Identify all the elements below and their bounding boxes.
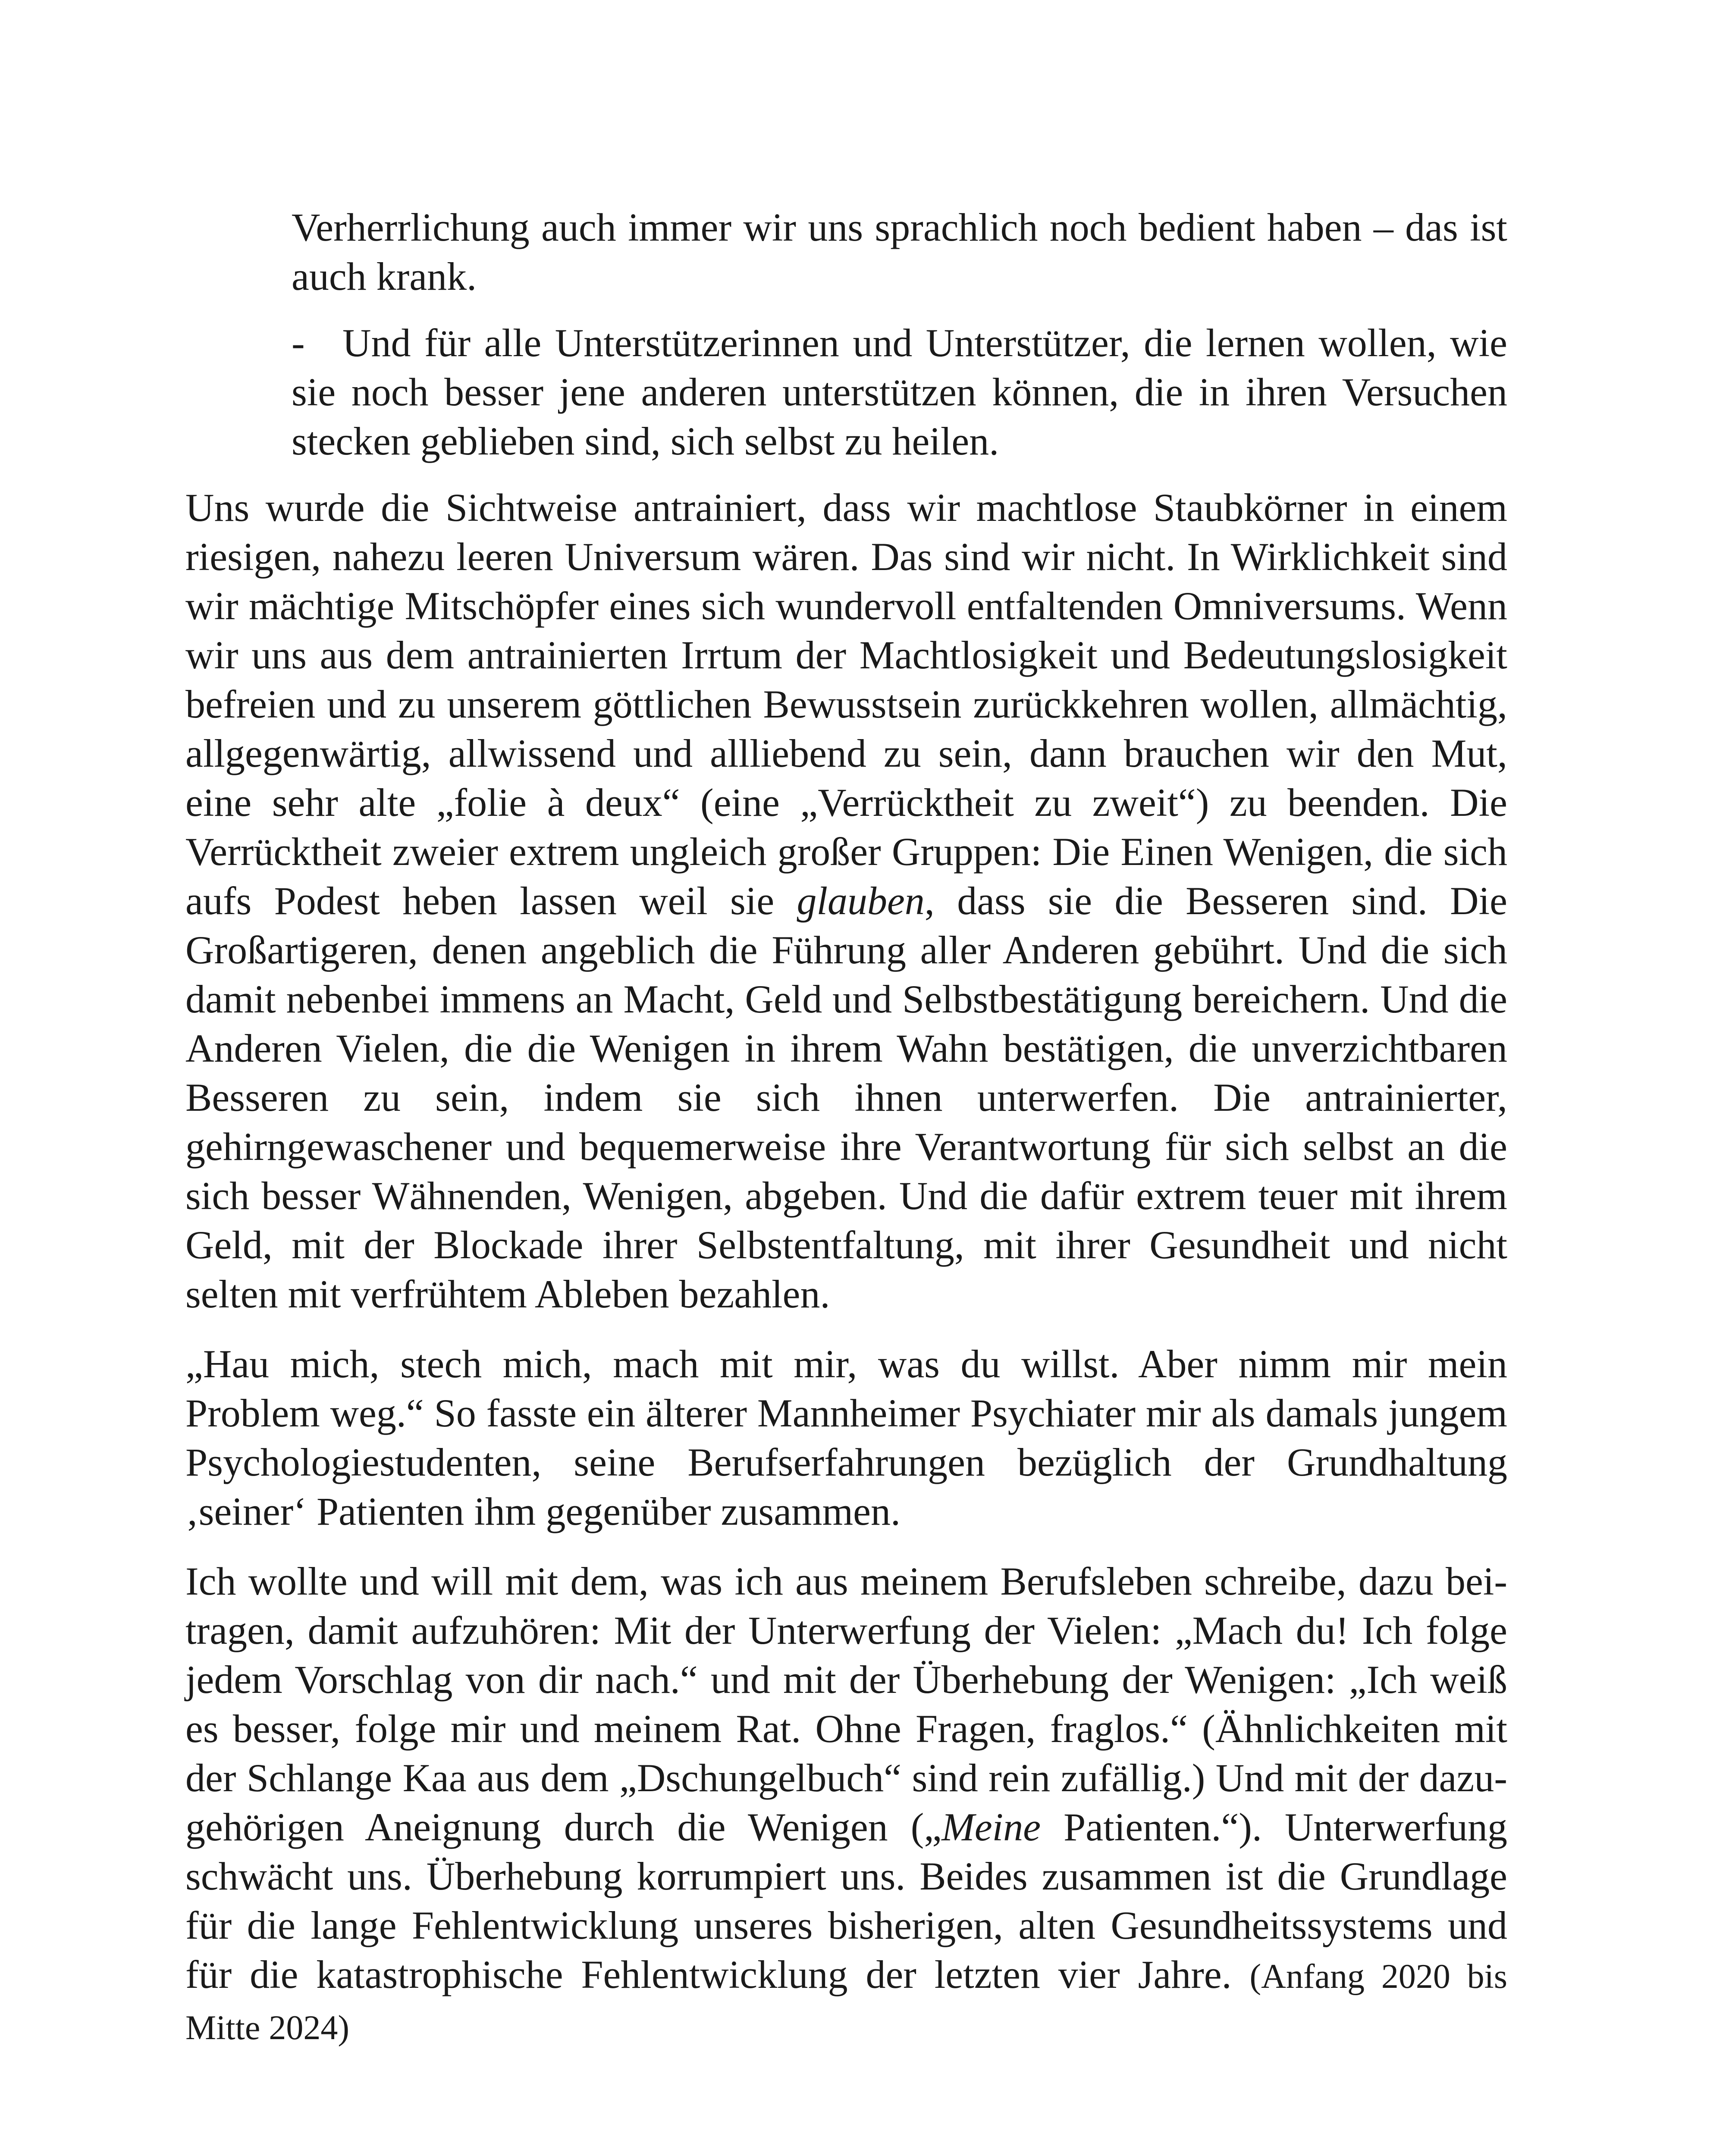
paragraph-3-part-b: Patienten.“). Unterwerfung schwächt uns. Überhebung korrumpiert uns. Beides zusammen ist die Grundlage für die lange Fehlentwicklung unseres bisherigen, alten Gesundheitssystems und für die katastrophische Fehlentwicklung der letzten vier Jahre. <box>185 1805 1507 1996</box>
paragraph-1-part-b: , dass sie die Besseren sind. Die Großartigeren, denen angeblich die Führung aller Anderen gebührt. Und die sich damit nebenbei immens an Macht, Geld und Selbstbestätigung bereichern. Und die Anderen Vielen, die die Wenigen in ihrem Wahn bestätigen, die unverzichtbaren Besseren zu sein, indem sie sich ihnen unterwerfen. Die antrainierter, gehirngewaschener und bequemerweise ihre Verantwortung für sich selbst an die sich besser Wähnenden, Wenigen, abgeben. Und die dafür extrem teuer mit ihrem Geld, mit der Blockade ihrer Selbstentfaltung, mit ihrer Gesundheit und nicht selten mit verfrühtem Ableben bezahlen. <box>185 879 1507 1316</box>
paragraph-3-emphasis: Meine <box>941 1805 1041 1849</box>
paragraph-3-date-range: (Anfang 2020 bis Mitte 2024) <box>185 1958 1508 2047</box>
bullet-item <box>292 318 1507 466</box>
paragraph-1-emphasis: glauben <box>797 879 925 923</box>
paragraph-3-part-a: Ich wollte und will mit dem, was ich aus meinem Berufsleben schreibe, dazu beitragen, damit aufzuhören: Mit der Unterwerfung der Vielen: „Mach du! Ich folge jedem Vorschlag von dir nach.“ und mit der Überhebung der Wenigen: „Ich weiß es besser, folge mir und meinem Rat. Ohne Fragen, fraglos.“ (Ähnlichkeiten mit der Schlange Kaa aus dem „Dschungelbuch“ sind rein zufällig.) Und mit der dazugehörigen Aneignung durch die Wenigen („ <box>185 1559 1507 1849</box>
continuation-text: Verherrlichung auch immer wir uns sprachlich noch bedient haben – das ist auch krank. <box>292 205 1507 298</box>
indented-block <box>292 203 1507 466</box>
paragraph-1 <box>185 483 1507 1319</box>
paragraph-1-part-a: Uns wurde die Sichtweise antrainiert, dass wir machtlose Staubkörner in einem riesigen, nahezu leeren Universum wären. Das sind wir nicht. In Wirklichkeit sind wir mächtige Mitschöpfer eines sich wundervoll entfaltenden Omniversums. Wenn wir uns aus dem antrainierten Irrtum der Machtlosigkeit und Bedeutungslosigkeit befreien und zu unserem göttlichen Bewusstsein zurückkehren wollen, allmächtig, allgegenwärtig, allwissend und allliebend zu sein, dann brauchen wir den Mut, eine sehr alte „folie à deux“ (eine „Verrücktheit zu zweit“) zu beenden. Die Verrücktheit zweier extrem ungleich großer Gruppen: Die Einen Wenigen, die sich aufs Podest heben lassen weil sie <box>185 486 1507 923</box>
paragraph-3 <box>185 1557 1507 2053</box>
bullet-text: Und für alle Unterstützerinnen und Unterstützer, die lernen wollen, wie sie noch besser jene anderen unterstützen können, die in ihren Versuchen stecken geblieben sind, sich selbst zu heilen. <box>292 321 1507 463</box>
bullet-dash: - <box>292 321 305 365</box>
text-column <box>185 203 1507 2073</box>
paragraph-2: „Hau mich, stech mich, mach mit mir, was du willst. Aber nimm mir mein Problem weg.“ So fasste ein älterer Mannheimer Psychiater mir als damals jungem Psychologiestudenten, seine Berufserfahrungen bezüglich der Grundhaltung ‚seiner‘ Patienten ihm gegenüber zusammen. <box>185 1342 1507 1533</box>
